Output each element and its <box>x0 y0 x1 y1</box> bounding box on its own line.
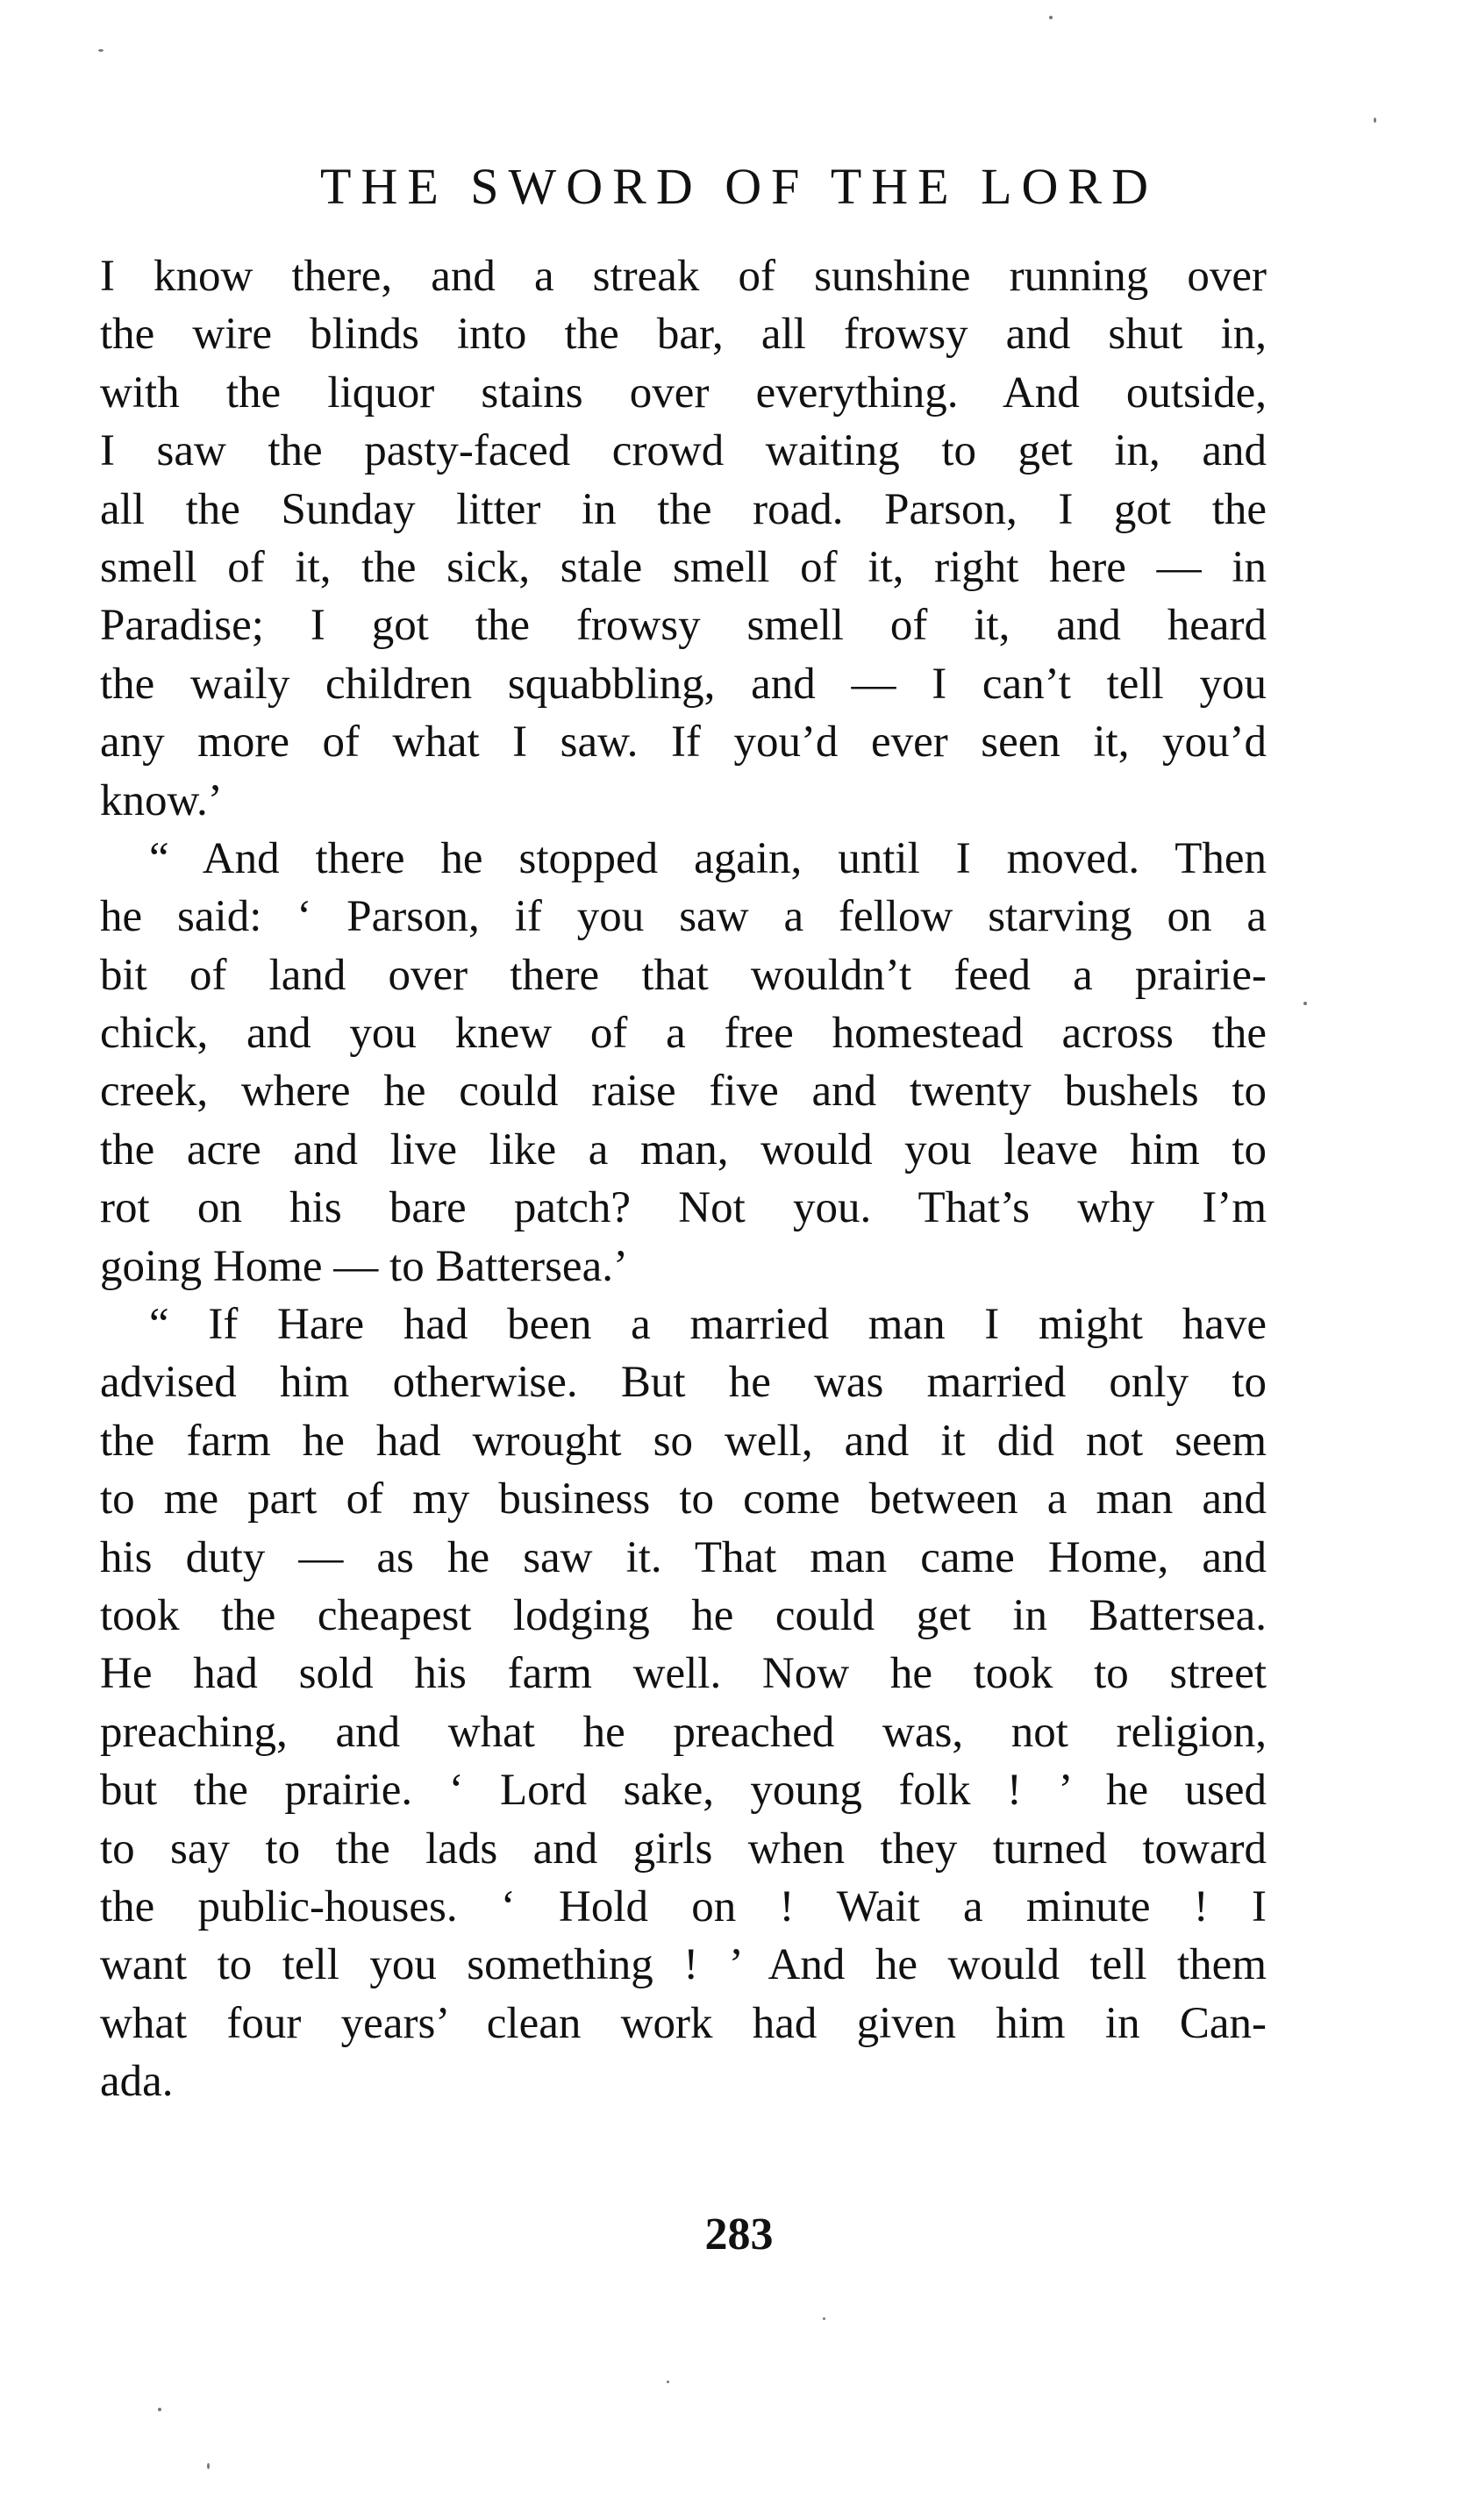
text-line: smell of it, the sick, stale smell of it, right here — in <box>100 542 1267 592</box>
text-line: Paradise; I got the frowsy smell of it, and heard <box>100 601 1267 651</box>
text-line: to me part of my business to come between a man and <box>100 1474 1267 1524</box>
scan-speck <box>1049 16 1053 19</box>
scan-speck <box>1303 1002 1307 1005</box>
text-line: ada. <box>100 2057 174 2107</box>
text-line: I saw the pasty-faced crowd waiting to get in, and <box>100 426 1267 476</box>
scan-speck <box>667 2381 669 2383</box>
text-line: “ If Hare had been a married man I might have <box>149 1300 1267 1350</box>
text-line: bit of land over there that wouldn’t feed a prairie- <box>100 950 1267 1000</box>
text-line: preaching, and what he preached was, not religion, <box>100 1707 1267 1757</box>
text-line: He had sold his farm well. Now he took to street <box>100 1649 1267 1699</box>
text-line: to say to the lads and girls when they turned toward <box>100 1824 1267 1874</box>
page-number: 283 <box>704 2209 774 2259</box>
text-line: advised him otherwise. But he was married only to <box>100 1358 1267 1408</box>
text-line: “ And there he stopped again, until I moved. Then <box>149 833 1267 883</box>
running-head: THE SWORD OF THE LORD <box>320 158 1158 215</box>
text-line: the acre and live like a man, would you leave him to <box>100 1124 1267 1174</box>
scan-speck <box>1374 118 1376 123</box>
text-line: the public-houses. ‘ Hold on ! Wait a minute ! I <box>100 1881 1267 1931</box>
text-line: all the Sunday litter in the road. Parson, I got the <box>100 484 1267 534</box>
text-line: I know there, and a streak of sunshine running over <box>100 252 1267 301</box>
text-line: the farm he had wrought so well, and it did not seem <box>100 1416 1267 1466</box>
text-line: with the liquor stains over everything. And outside, <box>100 368 1267 418</box>
text-line: rot on his bare patch? Not you. That’s why I’m <box>100 1183 1267 1233</box>
scan-speck <box>98 49 104 52</box>
text-line: going Home — to Battersea.’ <box>100 1241 628 1291</box>
text-line: any more of what I saw. If you’d ever seen it, you’d <box>100 717 1267 767</box>
text-line: creek, where he could raise five and twenty bushels to <box>100 1067 1267 1117</box>
text-line: but the prairie. ‘ Lord sake, young folk ! ’ he used <box>100 1766 1267 1816</box>
text-line: his duty — as he saw it. That man came Home, and <box>100 1532 1267 1582</box>
text-line: he said: ‘ Parson, if you saw a fellow starving on a <box>100 892 1267 942</box>
text-line: want to tell you something ! ’ And he would tell them <box>100 1940 1267 1990</box>
text-line: took the cheapest lodging he could get in Battersea. <box>100 1590 1267 1640</box>
text-line: know.’ <box>100 775 223 825</box>
text-line: the wire blinds into the bar, all frowsy and shut in, <box>100 310 1267 360</box>
body-text <box>100 247 1267 2111</box>
text-line: the waily children squabbling, and — I can’t tell you <box>100 659 1267 709</box>
scan-speck <box>207 2463 210 2469</box>
scan-speck <box>158 2408 161 2411</box>
text-line: chick, and you knew of a free homestead across the <box>100 1009 1267 1059</box>
scan-speck <box>823 2317 825 2320</box>
text-line: what four years’ clean work had given him in Can- <box>100 1998 1267 2048</box>
